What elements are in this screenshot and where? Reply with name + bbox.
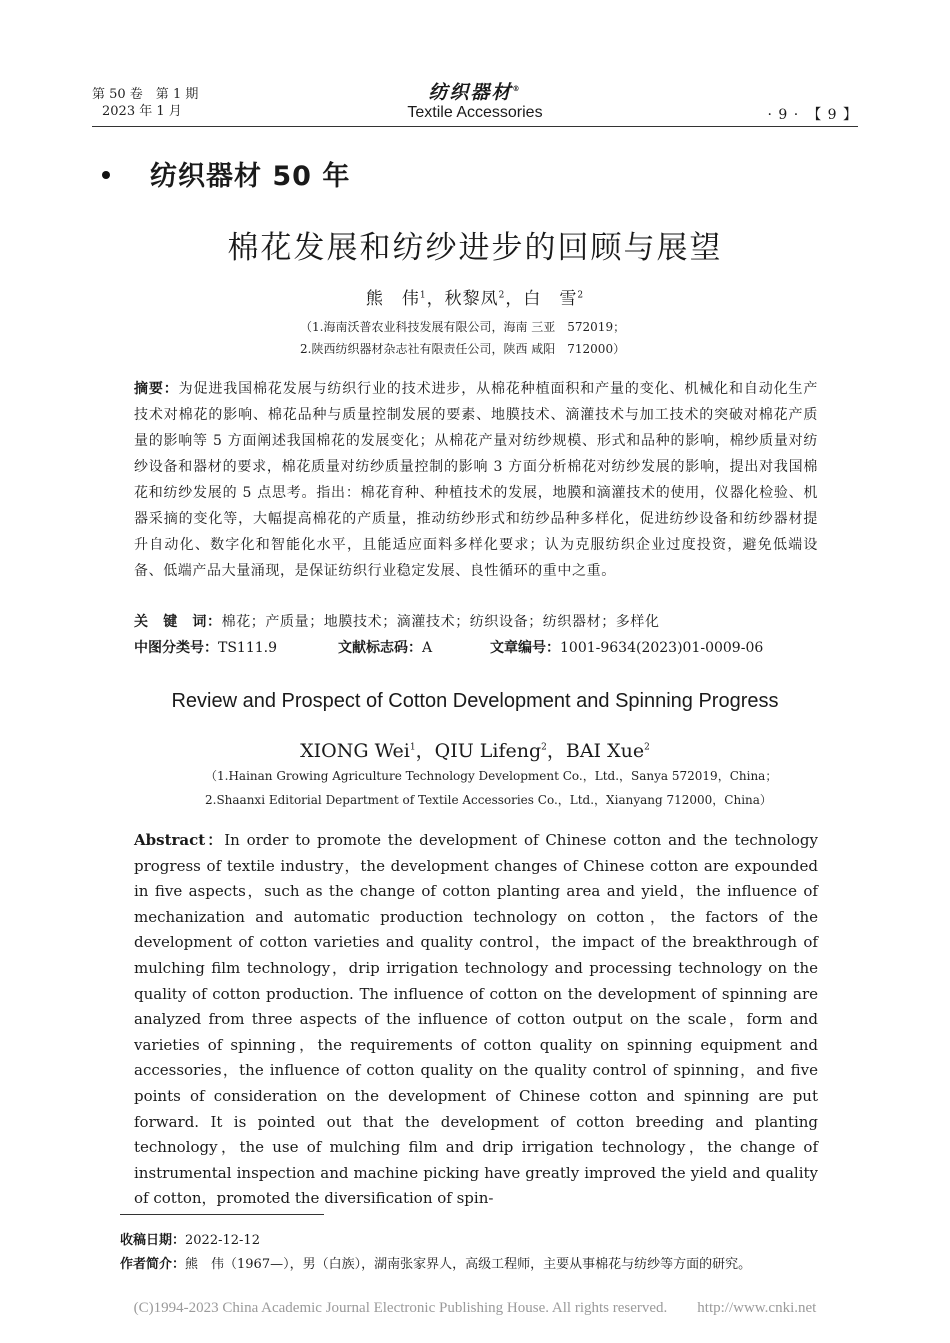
abstract-cn-text: 为促进我国棉花发展与纺织行业的技术进步，从棉花种植面积和产量的变化、机械化和自动化生产技术对棉花的影响、棉花品种与质量控制发展的要素、地膜技术、滴灌技术与加工技术的突破对棉花产质量的影响等 5 方面阐述我国棉花的发展变化；从棉花产量对纺纱规模、形式和品种的影响，棉纱质量对纺纱设备和器材的要求，棉花质量对纺纱质量控制的影响 3 方面分析棉花对纺纱发展的影响，提出对我国棉花和纺纱发展的 5 点思考。指出：棉花育种、种植技术的发展，地膜和滴灌技术的使用，仪器化检验、机器采摘的变化等，大幅提高棉花的产质量，推动纺纱形式和纺纱品种多样化，促进纺纱设备和纺纱器材提升自动化、数字化和智能化水平，且能适应面料多样化要求；认为克服纺织企业过度投资，避免低端设备、低端产品大量涌现，是保证纺织行业稳定发展、良性循环的重中之重。 bbox=[134, 381, 818, 579]
bullet-icon bbox=[102, 171, 110, 179]
journal-name-en: Textile Accessories bbox=[407, 104, 543, 122]
authors-cn: 熊 伟$^1$，秋黎凤$^2$，白 雪$^2$ bbox=[365, 289, 585, 309]
abstract-en-text: In order to promote the development of Chinese cotton and the technology progress of textile industry，the development changes of Chinese cotton are expounded in five aspects，such as the change of cotton planting area and yield，the influence of mechanization and automatic production technology on cotton，the factors of the development of cotton varieties and quality control，the impact of the breakthrough of mulching film technology，drip irrigation technology and processing technology on the quality of cotton production. The influence of cotton on the development of spinning are analyzed from three aspects of the influence of cotton output on the scale，form and varieties of spinning，the requirements of cotton quality on spinning equipment and accessories，the influence of cotton quality on the quality control of spinning，and five points of consideration on the development of Chinese cotton and spinning are put forward. It is pointed out that the development of cotton breeding and planting technology，the use of mulching film and drip irrigation technology，the change of instrumental inspection and machine picking have greatly improved the yield and quality of cotton，promoted the diversification of spin- bbox=[134, 831, 819, 1208]
copyright-notice: (C)1994-2023 China Academic Journal Electronic Publishing House. All rights reserved. http://www.cnki.net bbox=[133, 1300, 817, 1316]
volume-issue: 第 50 卷 第 1 期 bbox=[92, 87, 199, 102]
page-number: · 9 · 【 9 】 bbox=[767, 107, 858, 123]
abstract-cn bbox=[134, 376, 818, 584]
journal-masthead bbox=[360, 78, 590, 123]
issue-date: 2023 年 1 月 bbox=[102, 104, 182, 119]
article-title-cn: 棉花发展和纺纱进步的回顾与展望 bbox=[227, 230, 723, 266]
article-title-en: Review and Prospect of Cotton Development and Spinning Progress bbox=[171, 690, 779, 712]
header-divider bbox=[92, 126, 858, 127]
abstract-cn-label: 摘要： bbox=[134, 381, 179, 397]
affiliation-line: 2.Shaanxi Editorial Department of Textile Accessories Co.，Ltd.，Xianyang 712000，China） bbox=[205, 793, 772, 807]
affiliations-cn bbox=[300, 316, 625, 360]
classification-line: 中图分类号：TS111.9 文献标志码：A 文章编号：1001-9634(2023)01-0009-06 bbox=[134, 640, 764, 656]
author-bio: 作者简介：熊 伟（1967—），男（白族），湖南张家界人，高级工程师，主要从事棉花与纺纱等方面的研究。 bbox=[120, 1257, 752, 1272]
footnote bbox=[120, 1229, 751, 1277]
section-heading: 纺织器材 50 年 bbox=[92, 154, 350, 193]
issue-info bbox=[92, 86, 198, 120]
affiliations-en bbox=[205, 764, 777, 812]
affiliation-line: （1.Hainan Growing Agriculture Technology Development Co.，Ltd.，Sanya 572019，China； bbox=[205, 769, 778, 783]
received-date: 收稿日期：2022-12-12 bbox=[120, 1233, 260, 1248]
keywords-cn: 关 键 词：棉花；产质量；地膜技术；滴灌技术；纺织设备；纺织器材；多样化 bbox=[134, 614, 660, 630]
abstract-en bbox=[134, 828, 818, 1212]
affiliation-line: 2.陕西纺织器材杂志社有限责任公司，陕西 咸阳 712000） bbox=[300, 342, 626, 356]
affiliation-line: （1.海南沃普农业科技发展有限公司，海南 三亚 572019； bbox=[300, 320, 626, 334]
footnote-divider bbox=[120, 1214, 324, 1215]
authors-en: XIONG Wei$^1$，QIU Lifeng$^2$，BAI Xue$^2$ bbox=[300, 740, 650, 762]
abstract-en-label: Abstract： bbox=[134, 831, 225, 849]
journal-logo: 纺织器材® bbox=[428, 81, 522, 104]
